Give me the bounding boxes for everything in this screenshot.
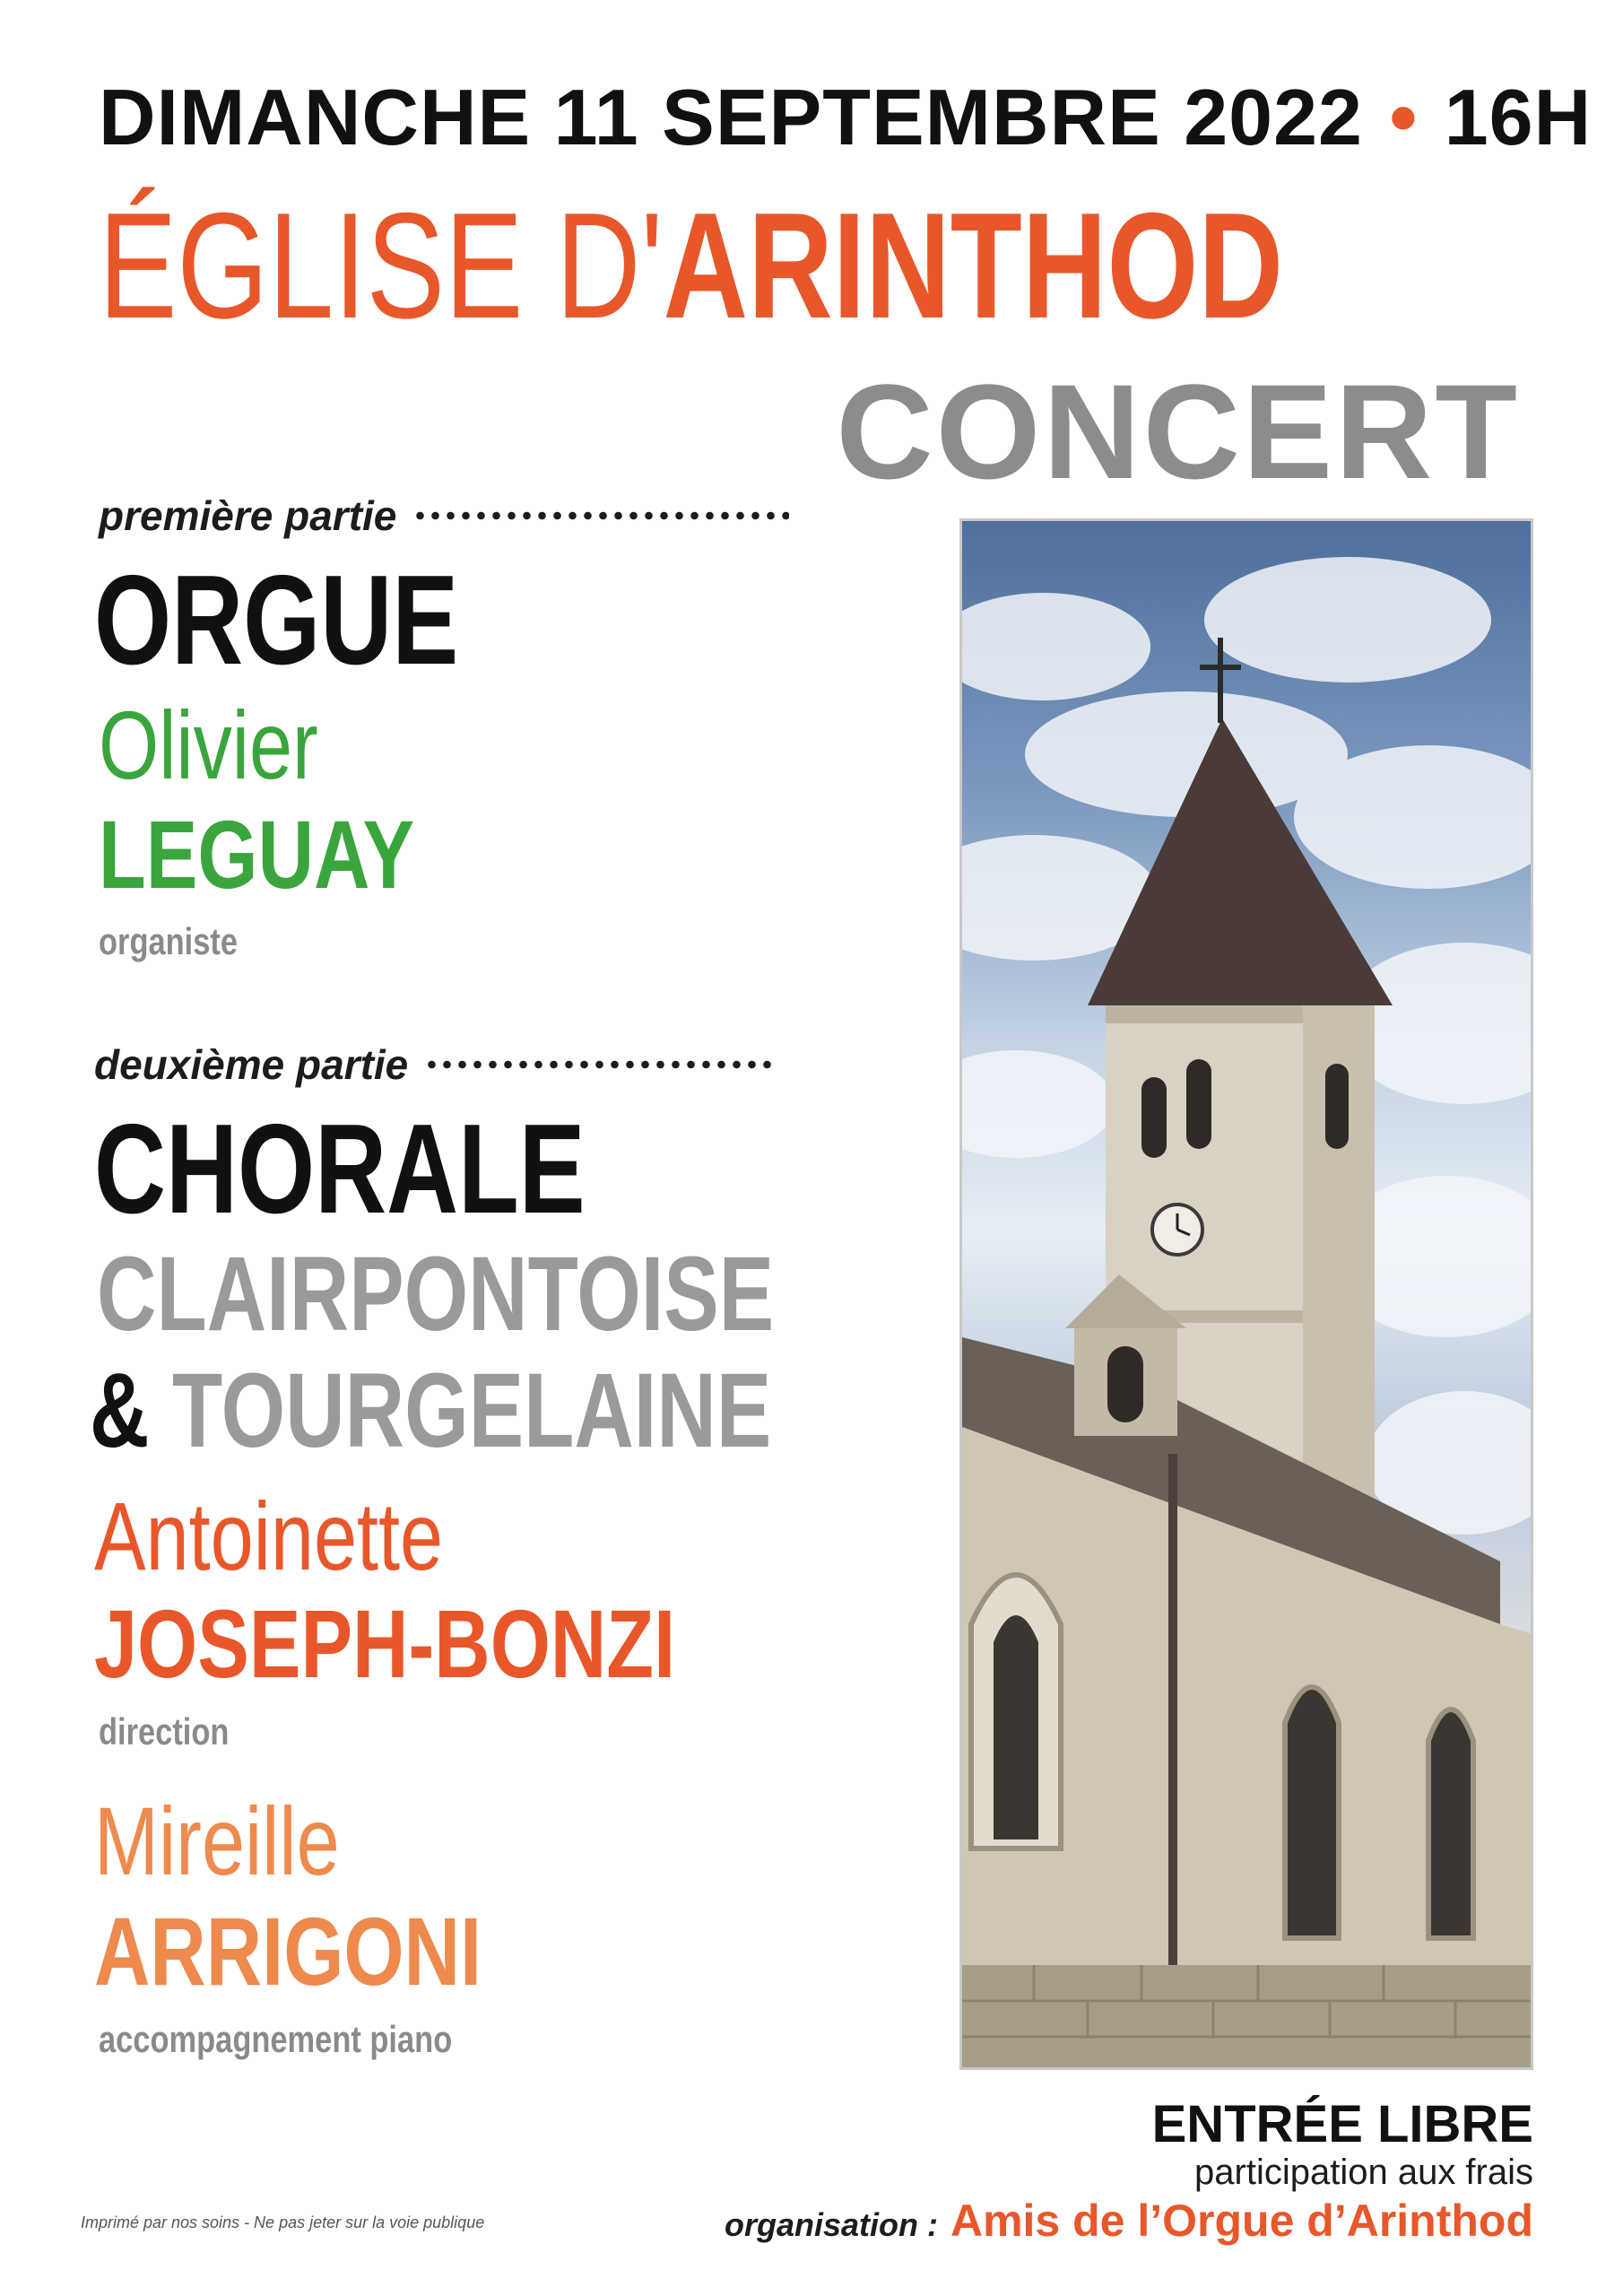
church-photo <box>959 518 1533 2070</box>
part1-label <box>99 491 789 540</box>
organisation-name: Amis de l’Orgue d’Arinthod <box>950 2196 1533 2246</box>
organist-role: organiste <box>99 920 239 962</box>
pianist-last-name: ARRIGONI <box>94 1897 482 2005</box>
organist-first-name: Olivier <box>99 691 318 799</box>
church-illustration <box>962 521 1531 2067</box>
venue-title <box>99 179 1283 352</box>
choir-name-line1: CLAIRPONTOISE <box>97 1235 775 1353</box>
choir-name-second: TOURGELAINE <box>172 1352 772 1470</box>
venue-name: ARINTHOD <box>663 181 1284 350</box>
choir-name-line2 <box>90 1350 771 1472</box>
date-separator: • <box>1389 73 1419 161</box>
pianist-role: accompagnement piano <box>99 2018 453 2060</box>
part2-title: CHORALE <box>94 1098 586 1240</box>
part1-label-text: première partie <box>99 492 397 539</box>
date-text: DIMANCHE 11 SEPTEMBRE 2022 <box>99 73 1363 161</box>
part2-label-text: deuxième partie <box>94 1041 409 1088</box>
dotted-leader <box>412 511 789 520</box>
organisation-line <box>725 2195 1533 2247</box>
event-title: CONCERT <box>836 356 1520 507</box>
organisation-label: organisation : <box>724 2206 938 2243</box>
printed-note: Imprimé par nos soins - Ne pas jeter sur la voie publique <box>81 2213 485 2231</box>
organist-last-name: LEGUAY <box>99 800 415 909</box>
participation-info: participation aux frais <box>1194 2152 1533 2192</box>
ampersand: & <box>90 1352 150 1470</box>
entry-info: ENTRÉE LIBRE <box>1151 2095 1533 2153</box>
director-first-name: Antoinette <box>94 1482 444 1590</box>
venue-prefix: ÉGLISE D' <box>99 181 664 350</box>
pianist-first-name: Mireille <box>94 1787 340 1895</box>
part2-label <box>94 1040 774 1089</box>
dotted-leader <box>424 1060 774 1069</box>
director-role: direction <box>99 1710 230 1752</box>
director-last-name: JOSEPH-BONZI <box>94 1589 676 1698</box>
concert-date <box>99 72 1593 163</box>
time-text: 16H <box>1444 73 1593 161</box>
part1-title: ORGUE <box>94 549 459 691</box>
